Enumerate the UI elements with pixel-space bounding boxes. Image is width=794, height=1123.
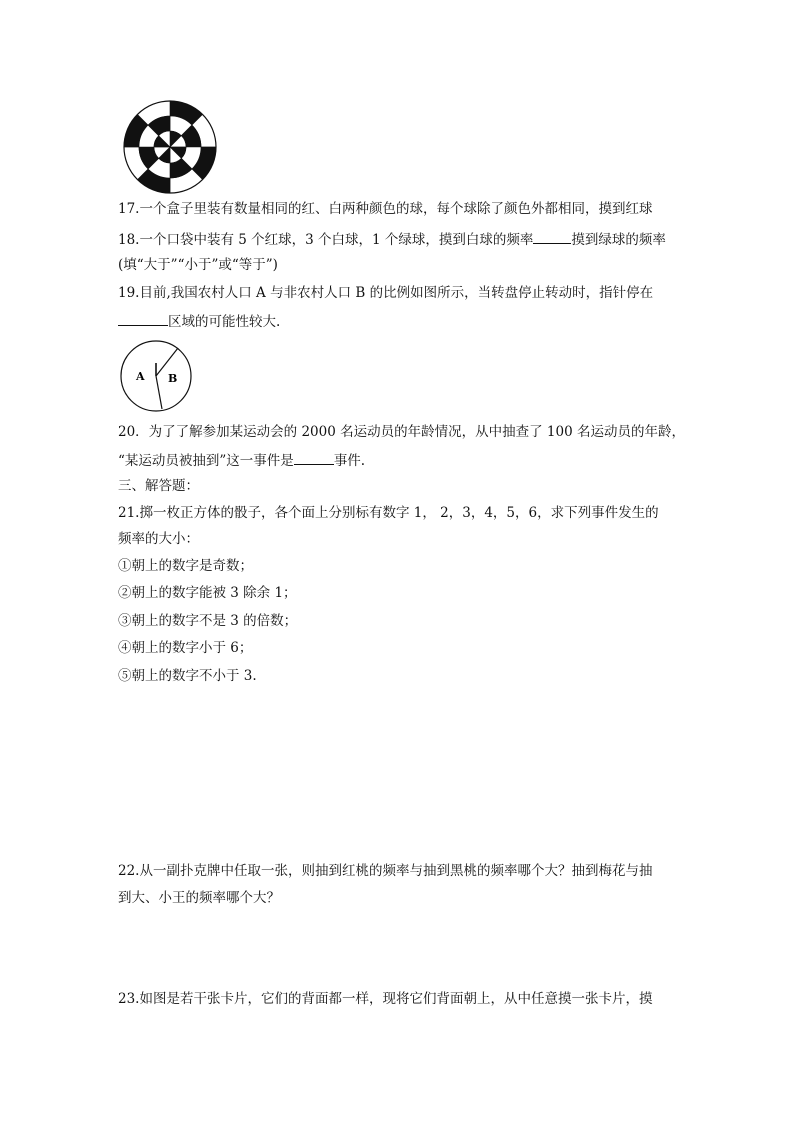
question-21-item-2: ②朝上的数字能被 3 除余 1； bbox=[118, 585, 297, 601]
checkered-spinner-figure bbox=[120, 97, 220, 197]
question-18-line-2: (填“大于”“小于”或“等于”) bbox=[118, 257, 278, 273]
question-20-text-a: “某运动员被抽到”这一事件是 bbox=[118, 453, 294, 469]
answer-blank-19[interactable] bbox=[118, 311, 168, 326]
question-18-text-a: 18.一个口袋中装有 5 个红球，3 个白球，1 个绿球，摸到白球的频率 bbox=[118, 232, 534, 248]
question-18-line-1 bbox=[118, 229, 666, 249]
question-19-line-1: 19.目前,我国农村人口 A 与非农村人口 B 的比例如图所示，当转盘停止转动时，指针停在 bbox=[118, 285, 654, 301]
region-a-label: A bbox=[136, 370, 145, 383]
question-21-item-5: ⑤朝上的数字不小于 3. bbox=[118, 668, 257, 684]
question-17: 17.一个盒子里装有数量相同的红、白两种颜色的球，每个球除了颜色外都相同，摸到红球 bbox=[118, 201, 653, 217]
section-3-title: 三、解答题： bbox=[118, 478, 199, 494]
question-20-text-b: 事件. bbox=[333, 453, 366, 469]
question-21-item-3: ③朝上的数字不是 3 的倍数； bbox=[118, 613, 298, 629]
question-22-line-2: 到大、小王的频率哪个大？ bbox=[118, 890, 280, 906]
answer-blank-20[interactable] bbox=[294, 450, 334, 465]
question-19-text: 区域的可能性较大. bbox=[168, 314, 281, 330]
question-20-line-2 bbox=[118, 450, 365, 470]
question-19-line-2 bbox=[118, 311, 280, 331]
answer-blank-18[interactable] bbox=[533, 229, 571, 244]
question-23-line-1: 23.如图是若干张卡片，它们的背面都一样，现将它们背面朝上，从中任意摸一张卡片，摸 bbox=[118, 991, 653, 1007]
question-22-line-1: 22.从一副扑克牌中任取一张，则抽到红桃的频率与抽到黑桃的频率哪个大？抽到梅花与抽 bbox=[118, 863, 653, 879]
population-ratio-circle bbox=[116, 336, 196, 416]
region-b-label: B bbox=[168, 372, 178, 385]
question-18-text-b: 摸到绿球的频率 bbox=[571, 232, 666, 248]
question-20-line-1: 20．为了了解参加某运动会的 2000 名运动员的年龄情况，从中抽查了 100 名运动员的年龄， bbox=[118, 424, 685, 440]
question-21-line-2: 频率的大小： bbox=[118, 531, 199, 547]
question-21-item-4: ④朝上的数字小于 6； bbox=[118, 640, 253, 656]
question-21-item-1: ①朝上的数字是奇数； bbox=[118, 558, 253, 574]
question-21-line-1: 21.掷一枚正方体的骰子，各个面上分别标有数字 1， 2，3，4，5，6，求下列事件发生的 bbox=[118, 505, 659, 521]
